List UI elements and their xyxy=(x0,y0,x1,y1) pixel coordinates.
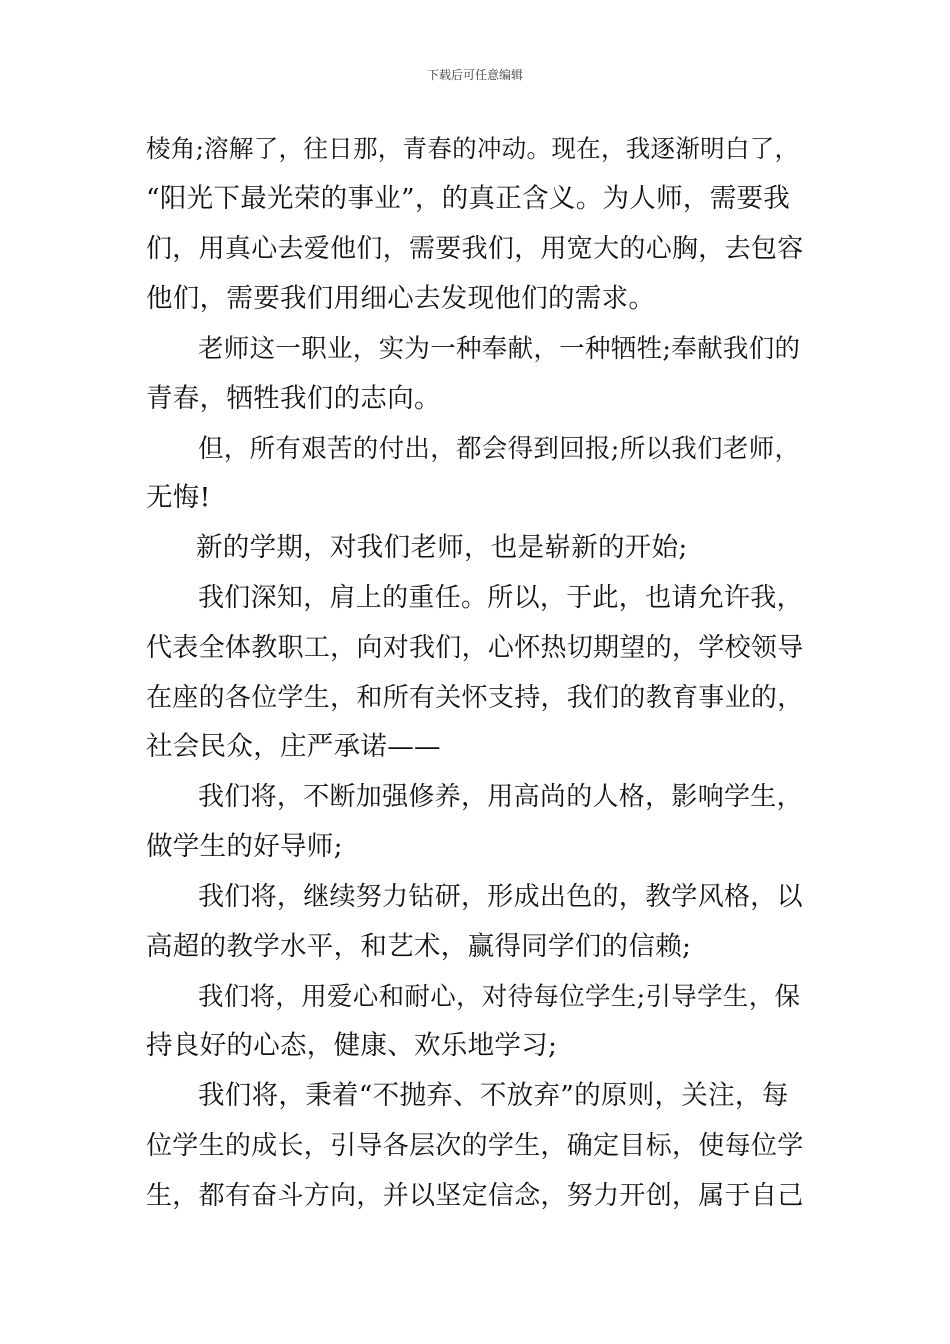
text-line: 生，都有奋斗方向，并以坚定信念，努力开创，属于自己 xyxy=(146,1181,804,1211)
paragraph-first-line: 我们深知，肩上的重任。所以，于此，也请允许我， xyxy=(198,583,803,613)
paragraph-first-line: 我们将，继续努力钻研，形成出色的，教学风格，以 xyxy=(198,882,803,912)
paragraph-first-line: 老师这一职业，实为一种奉献，一种牺牲;奉献我们的 xyxy=(198,334,801,364)
text-line: 位学生的成长，引导各层次的学生，确定目标，使每位学 xyxy=(146,1131,804,1161)
text-line: 社会民众，庄严承诺—— xyxy=(146,731,441,762)
text-line: 在座的各位学生，和所有关怀支持，我们的教育事业的， xyxy=(146,683,804,713)
paragraph-first-line: 我们将，用爱心和耐心，对待每位学生;引导学生，保 xyxy=(198,982,801,1012)
text-line: 青春，牺牲我们的志向。 xyxy=(146,383,441,414)
text-line: 无悔! xyxy=(146,482,211,513)
text-line: “阳光下最光荣的事业”，的真正含义。为人师，需要我 xyxy=(146,183,791,214)
paragraph-first-line: 我们将，秉着“不抛弃、不放弃”的原则，关注，每 xyxy=(198,1080,789,1111)
text-line: 做学生的好导师; xyxy=(146,831,343,862)
paragraph-first-line: 但，所有艰苦的付出，都会得到回报;所以我们老师， xyxy=(198,434,801,464)
text-line: 们，用真心去爱他们，需要我们，用宽大的心胸，去包容 xyxy=(146,234,804,264)
paragraph-first-line: 新的学期，对我们老师，也是崭新的开始; xyxy=(196,532,688,563)
text-line: 持良好的心态，健康、欢乐地学习; xyxy=(146,1030,558,1061)
text-line: 棱角;溶解了，往日那，青春的冲动。现在，我逐渐明白了， xyxy=(146,134,800,163)
text-line: 代表全体教职工，向对我们，心怀热切期望的，学校领导 xyxy=(146,633,804,663)
paragraph-first-line: 我们将，不断加强修养，用高尚的人格，影响学生， xyxy=(198,782,803,812)
text-line: 高超的教学水平，和艺术，赢得同学们的信赖; xyxy=(146,931,692,962)
page-header: 下载后可任意编辑 xyxy=(426,68,523,82)
text-line: 他们，需要我们用细心去发现他们的需求。 xyxy=(146,283,656,314)
